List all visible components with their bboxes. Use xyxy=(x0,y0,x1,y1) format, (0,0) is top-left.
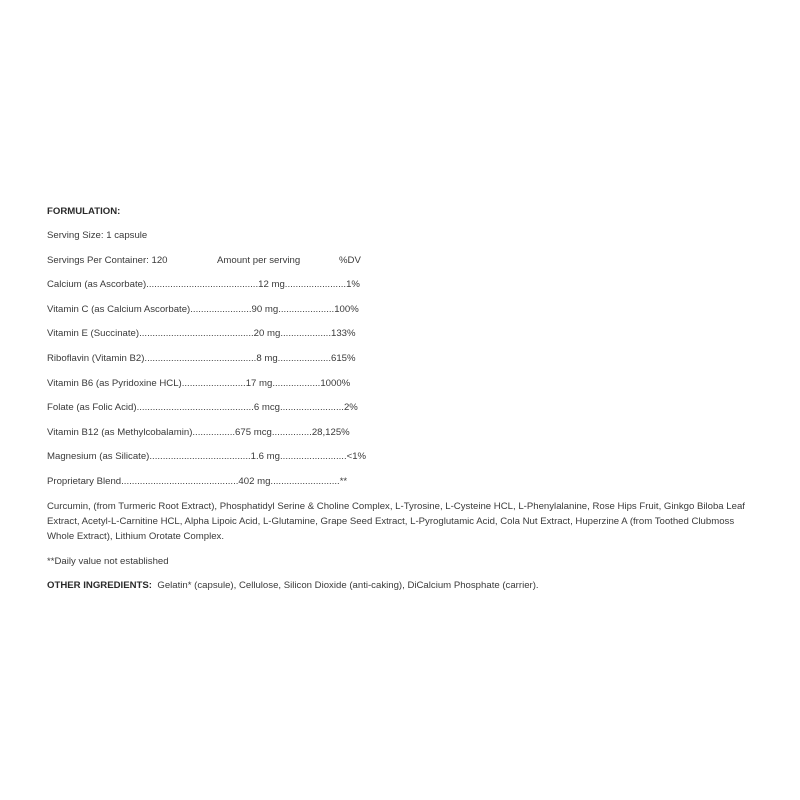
nutrient-row-proprietary-blend: Proprietary Blend............................................402 mg..........................** xyxy=(47,475,348,487)
nutrient-row-vitamin-b6: Vitamin B6 (as Pyridoxine HCL)........................17 mg..................1000% xyxy=(47,377,351,389)
nutrient-row-calcium: Calcium (as Ascorbate)..........................................12 mg.......................1% xyxy=(47,279,360,291)
servings-header-row xyxy=(47,253,762,278)
daily-value-footnote: **Daily value not established xyxy=(47,555,169,567)
dv-header: %DV xyxy=(339,254,361,266)
nutrient-row-vitamin-e: Vitamin E (Succinate)...........................................20 mg...................133% xyxy=(47,328,356,340)
formulation-heading: FORMULATION: xyxy=(47,206,121,217)
serving-size: Serving Size: 1 capsule xyxy=(47,230,148,241)
other-ingredients-label: OTHER INGREDIENTS: xyxy=(47,580,153,592)
servings-per-container: Servings Per Container: 120 xyxy=(47,254,168,266)
nutrient-row-vitamin-c: Vitamin C (as Calcium Ascorbate).......................90 mg.....................100% xyxy=(47,303,359,315)
nutrient-row-riboflavin: Riboflavin (Vitamin B2)..........................................8 mg....................615% xyxy=(47,352,356,364)
nutrient-row-folate: Folate (as Folic Acid)............................................6 mcg........................2% xyxy=(47,402,358,414)
other-ingredients-text: Gelatin* (capsule), Cellulose, Silicon Dioxide (anti-caking), DiCalcium Phosphate (carrier). xyxy=(157,580,539,592)
other-ingredients-row xyxy=(47,578,762,603)
nutrient-row-vitamin-b12: Vitamin B12 (as Methylcobalamin)................675 mcg...............28,125% xyxy=(47,426,350,438)
formulation-document xyxy=(47,204,762,603)
blend-ingredients-paragraph: Curcumin, (from Turmeric Root Extract), Phosphatidyl Serine & Choline Complex, L-Tyrosine, L-Cysteine HCL, L-Phenylalanine, Rose Hips Fruit, Ginkgo Biloba Leaf Extract, Acetyl-L-Carnitine HCL, Alpha Lipoic Acid, L-Glutamine, Grape Seed Extract, L-Pyroglutamic Acid, Cola Nut Extract, Huperzine A (from Toothed Clubmoss Whole Extract), Lithium Orotate Complex. xyxy=(47,500,745,542)
amount-per-serving-header: Amount per serving xyxy=(217,254,301,266)
nutrient-row-magnesium: Magnesium (as Silicate)......................................1.6 mg.........................<1% xyxy=(47,451,367,463)
